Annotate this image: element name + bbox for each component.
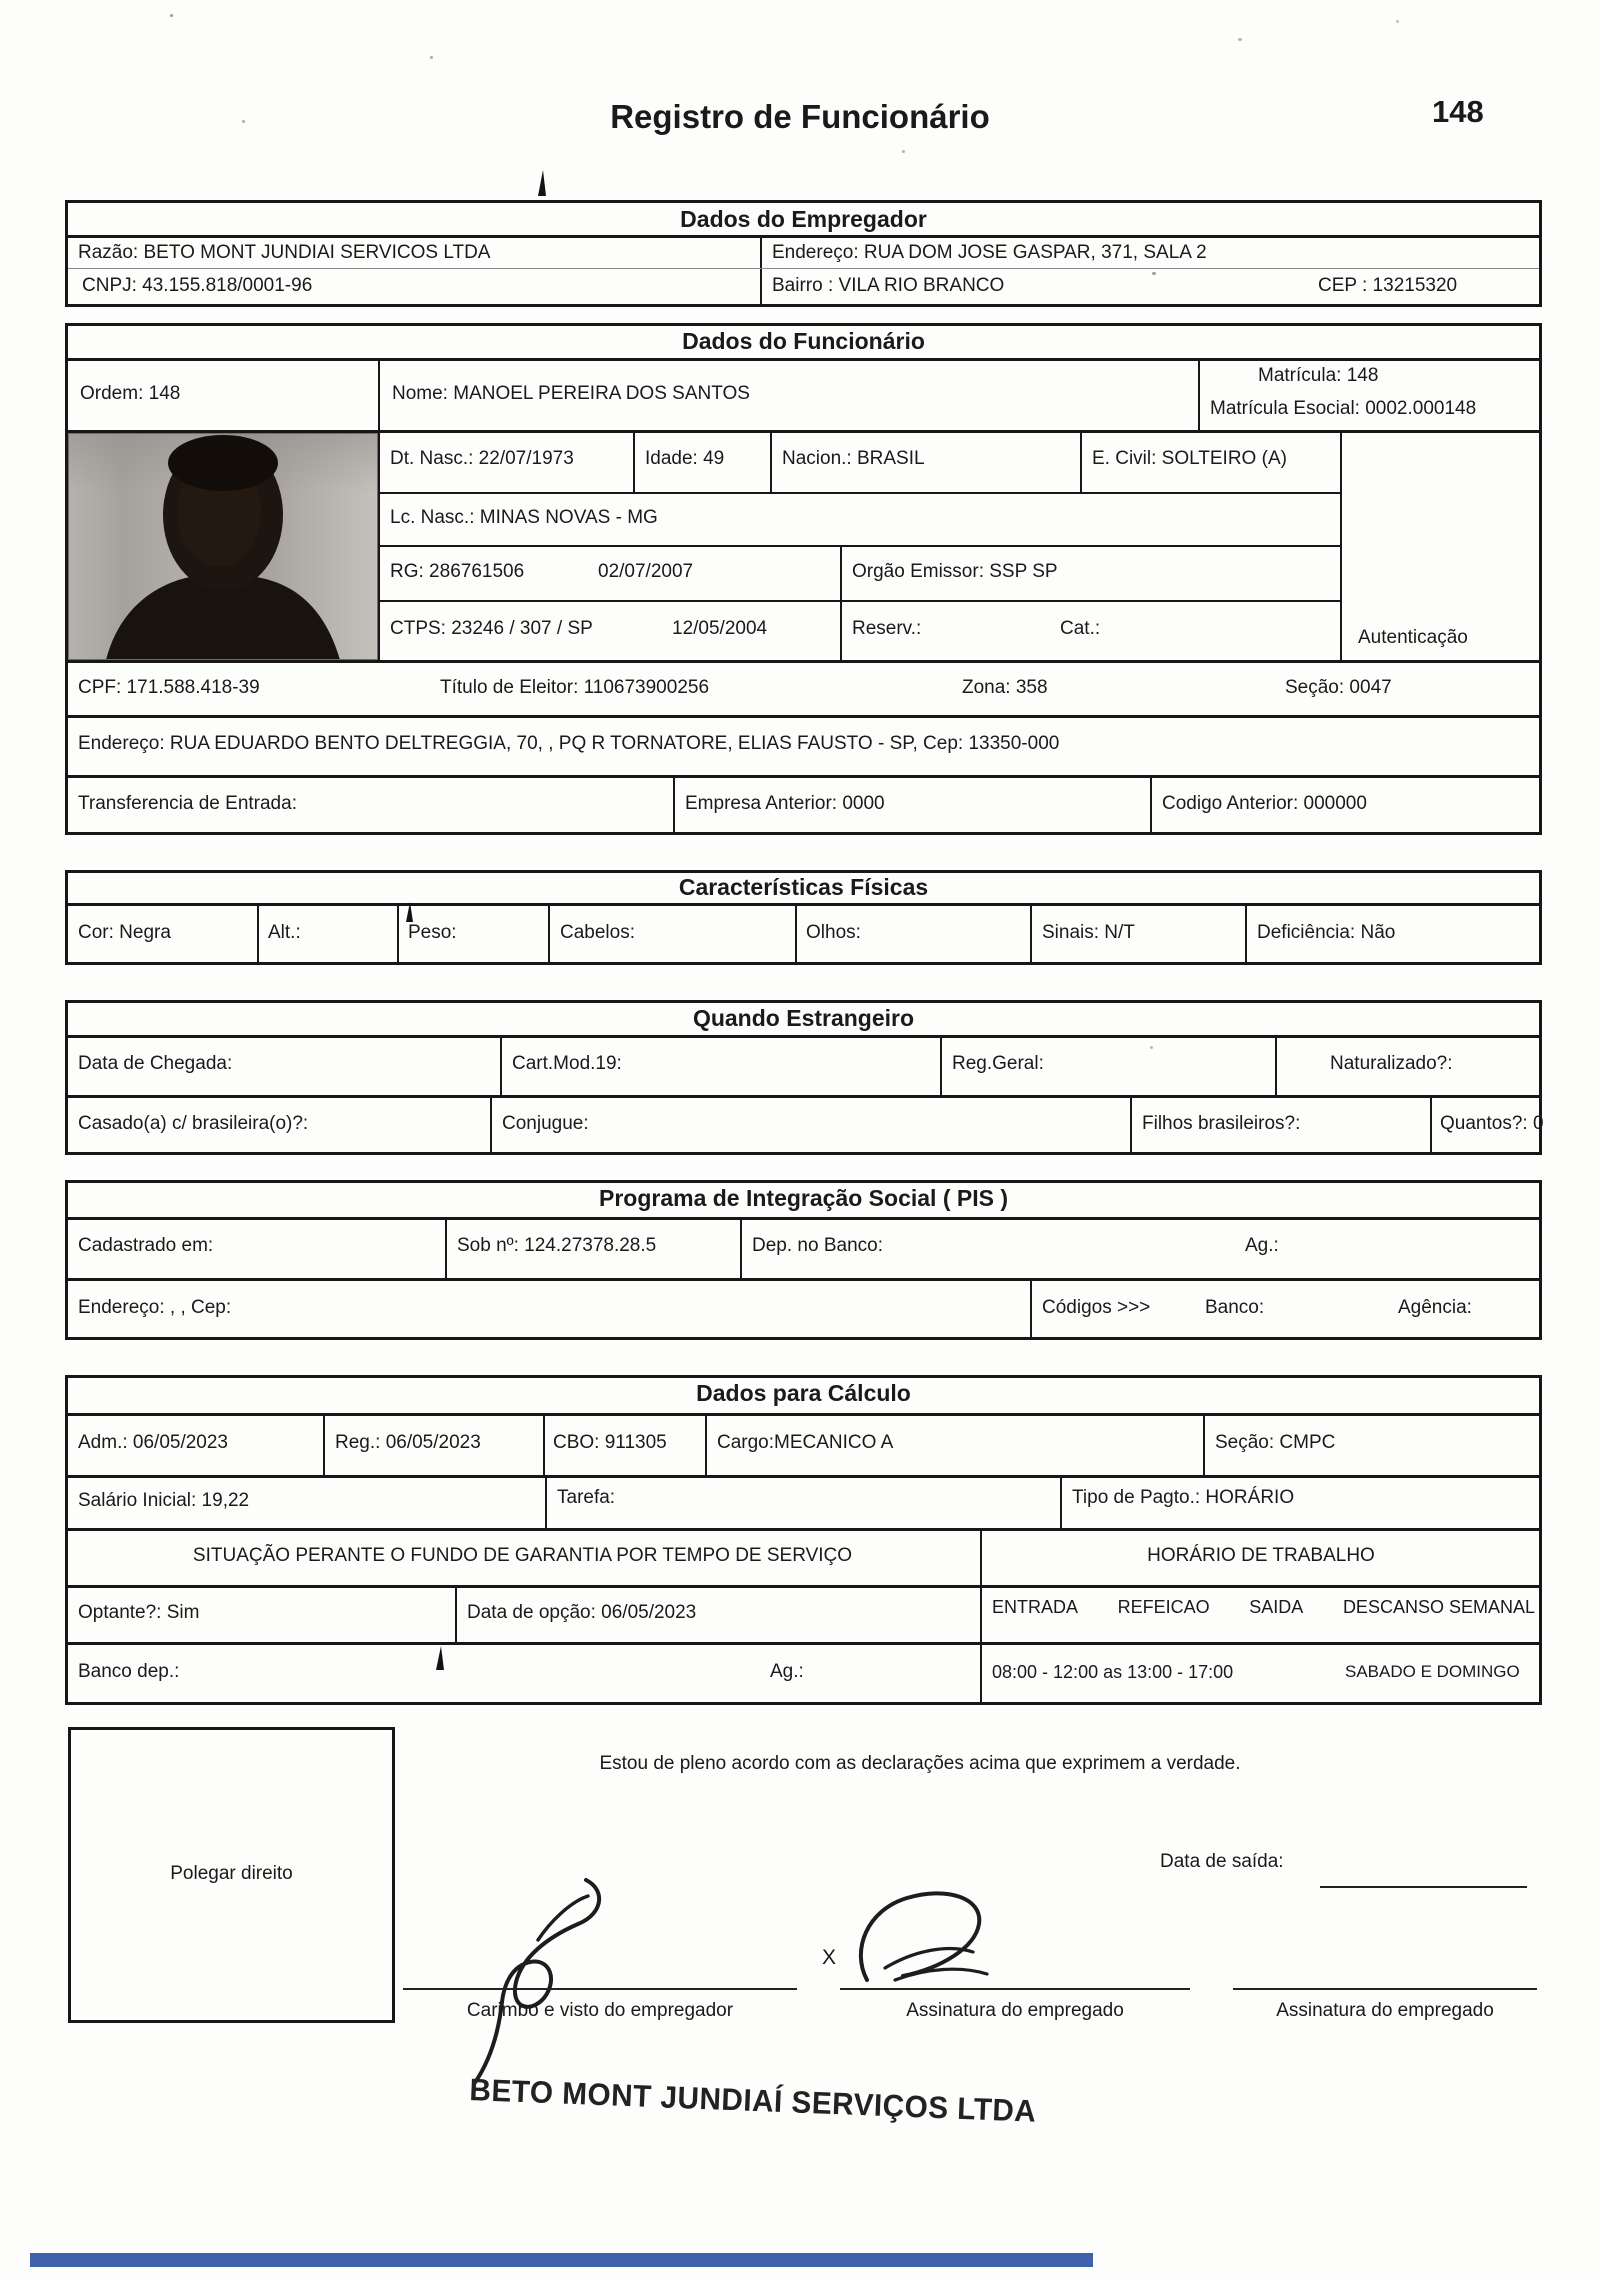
divider <box>378 600 1340 602</box>
assinatura2-line <box>1233 1988 1537 1990</box>
scan-speckle <box>1238 38 1242 41</box>
sched-col-saida: SAIDA <box>1249 1597 1304 1617</box>
fisicas-header: Características Físicas <box>678 874 929 900</box>
funcionario-autenticacao: Autenticação <box>1358 627 1468 648</box>
calculo-data-opcao: Data de opção: 06/05/2023 <box>467 1602 697 1623</box>
employer-signature <box>438 1862 648 2092</box>
calculo-schedule-header <box>992 1597 1535 1618</box>
divider <box>65 1413 1542 1416</box>
divider <box>65 1217 1542 1220</box>
carimbo-label: Carimbo e visto do empregador <box>466 2000 734 2021</box>
calculo-ag: Ag.: <box>770 1661 804 1682</box>
divider <box>543 1413 545 1475</box>
calculo-horario-valor: 08:00 - 12:00 as 13:00 - 17:00 <box>992 1662 1234 1682</box>
estrangeiro-casado: Casado(a) c/ brasileira(o)?: <box>78 1113 309 1134</box>
funcionario-e-civil: E. Civil: SOLTEIRO (A) <box>1092 448 1287 469</box>
estrangeiro-naturalizado: Naturalizado?: <box>1330 1053 1453 1074</box>
assinatura1-line <box>840 1988 1190 1990</box>
divider <box>1130 1095 1132 1155</box>
ink-mark <box>436 1646 444 1670</box>
funcionario-nome: Nome: MANOEL PEREIRA DOS SANTOS <box>392 383 750 404</box>
funcionario-secao: Seção: 0047 <box>1285 677 1392 698</box>
funcionario-ordem: Ordem: 148 <box>80 383 181 404</box>
calculo-optante: Optante?: Sim <box>78 1602 200 1623</box>
funcionario-orgao: Orgão Emissor: SSP SP <box>852 561 1058 582</box>
estrangeiro-cart-mod: Cart.Mod.19: <box>512 1053 622 1074</box>
fisicas-alt: Alt.: <box>268 922 301 943</box>
funcionario-transferencia: Transferencia de Entrada: <box>78 793 297 814</box>
employer-razao: Razão: BETO MONT JUNDIAI SERVICOS LTDA <box>78 242 491 263</box>
page-number: 148 <box>1432 94 1484 129</box>
employee-header: Dados do Funcionário <box>682 328 925 354</box>
divider <box>65 903 1542 906</box>
pis-banco: Banco: <box>1205 1297 1265 1318</box>
pis-ag: Ag.: <box>1245 1235 1279 1256</box>
funcionario-lc-nasc: Lc. Nasc.: MINAS NOVAS - MG <box>390 507 658 528</box>
calculo-adm: Adm.: 06/05/2023 <box>78 1432 228 1453</box>
employee-photo <box>68 433 378 660</box>
divider <box>65 715 1542 718</box>
divider <box>1150 775 1152 835</box>
divider <box>740 1217 742 1278</box>
pis-dep-banco: Dep. no Banco: <box>752 1235 883 1256</box>
divider <box>455 1585 457 1642</box>
funcionario-dt-nasc: Dt. Nasc.: 22/07/1973 <box>390 448 574 469</box>
divider <box>65 775 1542 778</box>
divider <box>548 903 550 965</box>
x-mark: X <box>822 1946 837 1969</box>
polegar-label: Polegar direito <box>170 1863 293 1884</box>
pis-codigos: Códigos >>> <box>1042 1297 1151 1318</box>
funcionario-cat: Cat.: <box>1060 618 1101 639</box>
sched-col-entrada: ENTRADA <box>992 1597 1079 1617</box>
divider <box>397 903 399 965</box>
data-saida-label: Data de saída: <box>1160 1851 1284 1872</box>
employer-header: Dados do Empregador <box>680 206 927 232</box>
pis-sob-no: Sob nº: 124.27378.28.5 <box>457 1235 657 1256</box>
company-stamp: BETO MONT JUNDIAÍ SERVIÇOS LTDA <box>468 2072 1037 2129</box>
divider <box>795 903 797 965</box>
divider <box>940 1035 942 1095</box>
calculo-banco-dep: Banco dep.: <box>78 1661 180 1682</box>
calculo-tarefa: Tarefa: <box>557 1487 616 1508</box>
divider <box>1030 903 1032 965</box>
divider <box>257 903 259 965</box>
divider <box>633 430 635 492</box>
carimbo-line <box>403 1988 797 1990</box>
funcionario-empresa-anterior: Empresa Anterior: 0000 <box>685 793 885 814</box>
scan-speckle <box>1396 20 1399 23</box>
divider <box>1030 1278 1032 1340</box>
fisicas-sinais: Sinais: N/T <box>1042 922 1135 943</box>
calculo-reg: Reg.: 06/05/2023 <box>335 1432 481 1453</box>
divider <box>1340 430 1342 660</box>
sched-col-descanso: DESCANSO SEMANAL <box>1342 1597 1535 1617</box>
fisicas-olhos: Olhos: <box>806 922 861 943</box>
divider <box>445 1217 447 1278</box>
calculo-secao: Seção: CMPC <box>1215 1432 1336 1453</box>
divider <box>545 1475 547 1528</box>
assinatura1-label: Assinatura do empregado <box>906 2000 1124 2021</box>
page-title: Registro de Funcionário <box>610 98 990 135</box>
funcionario-zona: Zona: 358 <box>962 677 1048 698</box>
divider <box>1245 903 1247 965</box>
divider <box>770 430 772 492</box>
funcionario-matricula-esocial: Matrícula Esocial: 0002.000148 <box>1210 398 1477 419</box>
divider <box>65 1528 1542 1531</box>
calculo-cargo: Cargo:MECANICO A <box>717 1432 894 1453</box>
funcionario-ctps: CTPS: 23246 / 307 / SP <box>390 618 593 639</box>
divider <box>65 1095 1542 1098</box>
divider <box>840 600 842 660</box>
divider <box>1080 430 1082 492</box>
pis-endereco: Endereço: , , Cep: <box>78 1297 232 1318</box>
divider <box>378 358 380 430</box>
scan-speckle <box>902 150 905 153</box>
fisicas-peso: Peso: <box>408 922 457 943</box>
divider <box>1430 1095 1432 1155</box>
pis-agencia: Agência: <box>1398 1297 1472 1318</box>
divider <box>65 660 1542 663</box>
ink-mark <box>538 170 546 196</box>
calculo-horario-header: HORÁRIO DE TRABALHO <box>1147 1545 1375 1566</box>
divider <box>65 1475 1542 1478</box>
scanner-artifact-bar <box>30 2253 1093 2267</box>
funcionario-nacion: Nacion.: BRASIL <box>782 448 925 469</box>
funcionario-endereco: Endereço: RUA EDUARDO BENTO DELTREGGIA, 70, , PQ R TORNATORE, ELIAS FAUSTO - SP, Cep: 13350-000 <box>78 733 1060 754</box>
funcionario-rg: RG: 286761506 <box>390 561 525 582</box>
estrangeiro-quantos: Quantos?: 0 <box>1440 1113 1544 1134</box>
divider <box>68 268 1539 269</box>
estrangeiro-header: Quando Estrangeiro <box>692 1005 915 1031</box>
fisicas-cor: Cor: Negra <box>78 922 171 943</box>
funcionario-idade: Idade: 49 <box>645 448 725 469</box>
divider <box>840 545 842 600</box>
fisicas-deficiencia: Deficiência: Não <box>1257 922 1396 943</box>
funcionario-matricula: Matrícula: 148 <box>1258 365 1379 386</box>
scan-speckle <box>430 56 433 59</box>
divider <box>378 492 1340 494</box>
employer-cnpj: CNPJ: 43.155.818/0001-96 <box>82 275 313 296</box>
calculo-header: Dados para Cálculo <box>696 1380 911 1406</box>
data-saida-line <box>1320 1886 1527 1888</box>
divider <box>705 1413 707 1475</box>
ink-mark <box>406 902 413 922</box>
divider <box>1198 358 1200 430</box>
divider <box>65 1642 1542 1645</box>
divider <box>1275 1035 1277 1095</box>
employer-endereco: Endereço: RUA DOM JOSE GASPAR, 371, SALA 2 <box>772 242 1207 263</box>
divider <box>65 235 1542 238</box>
declaration-text: Estou de pleno acordo com as declarações acima que exprimem a verdade. <box>599 1753 1241 1774</box>
scan-speckle <box>170 14 173 17</box>
estrangeiro-data-chegada: Data de Chegada: <box>78 1053 233 1074</box>
divider <box>500 1035 502 1095</box>
calculo-cbo: CBO: 911305 <box>553 1432 667 1453</box>
funcionario-titulo-eleitor: Título de Eleitor: 110673900256 <box>440 677 710 698</box>
estrangeiro-filhos: Filhos brasileiros?: <box>1142 1113 1301 1134</box>
funcionario-ctps-data: 12/05/2004 <box>672 618 768 639</box>
employee-signature <box>845 1888 1015 1993</box>
divider <box>65 1278 1542 1281</box>
funcionario-codigo-anterior: Codigo Anterior: 000000 <box>1162 793 1367 814</box>
sched-col-refeicao: REFEICAO <box>1117 1597 1210 1617</box>
calculo-tipo-pagto: Tipo de Pagto.: HORÁRIO <box>1072 1487 1295 1508</box>
employer-bairro: Bairro : VILA RIO BRANCO <box>772 275 1005 296</box>
fisicas-cabelos: Cabelos: <box>560 922 635 943</box>
estrangeiro-conjugue: Conjugue: <box>502 1113 589 1134</box>
funcionario-reserv: Reserv.: <box>852 618 922 639</box>
assinatura2-label: Assinatura do empregado <box>1276 2000 1494 2021</box>
calculo-descanso-valor: SABADO E DOMINGO <box>1345 1662 1520 1681</box>
divider <box>1203 1413 1205 1475</box>
divider <box>65 1585 1542 1588</box>
pis-cadastrado: Cadastrado em: <box>78 1235 214 1256</box>
funcionario-cpf: CPF: 171.588.418-39 <box>78 677 260 698</box>
divider <box>673 775 675 835</box>
calculo-box <box>65 1375 1542 1705</box>
divider <box>378 545 1340 547</box>
estrangeiro-reg-geral: Reg.Geral: <box>952 1053 1044 1074</box>
divider <box>760 235 762 307</box>
funcionario-rg-data: 02/07/2007 <box>598 561 694 582</box>
divider <box>490 1095 492 1155</box>
divider <box>65 358 1542 361</box>
divider <box>1060 1475 1062 1528</box>
pis-header: Programa de Integração Social ( PIS ) <box>598 1185 1008 1211</box>
divider <box>323 1413 325 1475</box>
calculo-fgts-header: SITUAÇÃO PERANTE O FUNDO DE GARANTIA POR TEMPO DE SERVIÇO <box>192 1545 853 1566</box>
employer-cep: CEP : 13215320 <box>1318 275 1458 296</box>
divider <box>65 1035 1542 1038</box>
calculo-salario: Salário Inicial: 19,22 <box>78 1490 250 1511</box>
